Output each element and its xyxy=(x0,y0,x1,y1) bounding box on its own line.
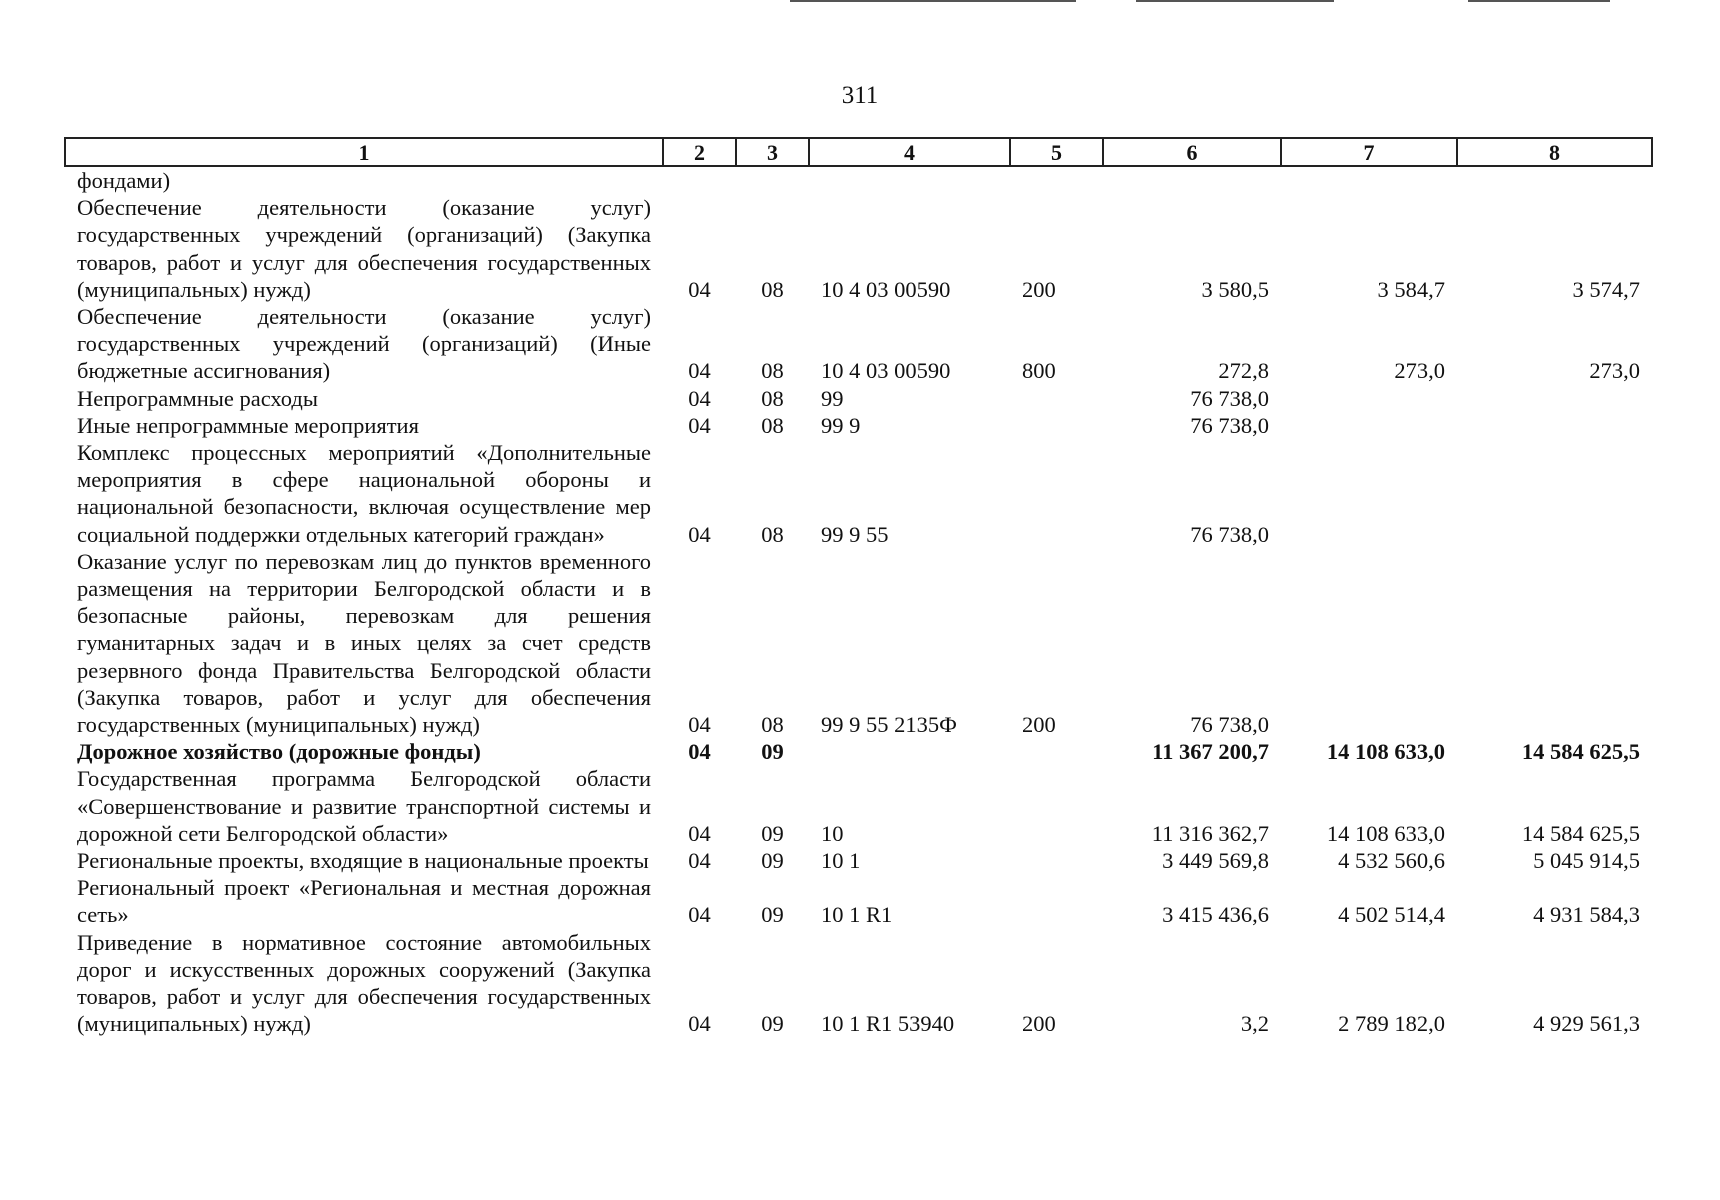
row-section: 04 xyxy=(688,739,711,765)
row-amount-3: 4 931 584,3 xyxy=(1533,902,1640,928)
row-amount-1: 3 580,5 xyxy=(1201,276,1269,302)
header-col-6: 6 xyxy=(1103,138,1281,166)
row-target-code xyxy=(809,738,1010,765)
row-target-code: 10 1 R1 xyxy=(821,902,893,928)
table-row xyxy=(65,166,1652,194)
row-name: Дорожное хозяйство (дорожные фонды) xyxy=(77,739,481,765)
row-amount-1 xyxy=(1103,166,1281,194)
row-subsection: 08 xyxy=(761,412,784,438)
row-subsection: 09 xyxy=(761,848,784,874)
row-section: 04 xyxy=(688,712,711,738)
row-target-code: 99 9 55 xyxy=(821,521,889,547)
row-amount-2 xyxy=(1281,385,1457,412)
row-amount-3: 5 045 914,5 xyxy=(1533,848,1640,874)
row-subsection: 09 xyxy=(761,1011,784,1037)
row-target-code: 99 9 55 2135Ф xyxy=(821,712,957,738)
row-section: 04 xyxy=(688,385,711,411)
row-section: 04 xyxy=(688,276,711,302)
row-section: 04 xyxy=(688,412,711,438)
row-amount-2: 14 108 633,0 xyxy=(1326,820,1445,846)
row-amount-1: 11 367 200,7 xyxy=(1152,739,1269,765)
row-section: 04 xyxy=(688,848,711,874)
row-amount-2 xyxy=(1281,439,1457,548)
row-amount-1: 272,8 xyxy=(1218,358,1269,384)
row-amount-3: 14 584 625,5 xyxy=(1521,820,1640,846)
row-subsection: 08 xyxy=(761,276,784,302)
row-expense-type xyxy=(1010,166,1103,194)
row-expense-type xyxy=(1010,847,1103,874)
table-row xyxy=(65,874,1652,928)
row-amount-1: 11 316 362,7 xyxy=(1151,820,1269,846)
row-target-code: 99 xyxy=(821,385,844,411)
row-expense-type: 200 xyxy=(1022,712,1056,738)
top-rule-3 xyxy=(1468,0,1610,2)
row-expense-type xyxy=(1010,385,1103,412)
header-col-3: 3 xyxy=(736,138,809,166)
row-expense-type: 200 xyxy=(1022,1011,1056,1037)
row-section: 04 xyxy=(688,358,711,384)
row-amount-2: 4 502 514,4 xyxy=(1338,902,1445,928)
row-amount-3 xyxy=(1457,412,1652,439)
row-amount-3: 14 584 625,5 xyxy=(1521,739,1640,765)
row-target-code: 10 4 03 00590 xyxy=(821,358,951,384)
table-row xyxy=(65,847,1652,874)
header-col-1: 1 xyxy=(65,138,663,166)
row-amount-3: 3 574,7 xyxy=(1572,276,1640,302)
row-subsection xyxy=(736,166,809,194)
row-target-code: 10 1 xyxy=(821,848,861,874)
row-name: Обеспечение деятельности (оказание услуг) государственных учреждений (организаций) (Закупка товаров, работ и услуг для обеспечения государственных (муниципальных) нужд) xyxy=(77,195,651,302)
row-subsection: 08 xyxy=(761,712,784,738)
row-amount-2: 4 532 560,6 xyxy=(1338,848,1445,874)
budget-table xyxy=(64,137,1653,1038)
row-amount-2: 2 789 182,0 xyxy=(1338,1011,1445,1037)
row-section: 04 xyxy=(688,1011,711,1037)
row-expense-type xyxy=(1010,439,1103,548)
table-row xyxy=(65,548,1652,738)
row-target-code: 10 4 03 00590 xyxy=(821,276,951,302)
row-name: фондами) xyxy=(77,168,171,193)
row-amount-1: 3 449 569,8 xyxy=(1162,848,1269,874)
header-col-7: 7 xyxy=(1281,138,1457,166)
row-amount-3 xyxy=(1457,385,1652,412)
row-amount-2 xyxy=(1281,548,1457,738)
row-amount-3 xyxy=(1457,548,1652,738)
row-expense-type: 200 xyxy=(1022,276,1056,302)
row-amount-3 xyxy=(1457,439,1652,548)
table-row xyxy=(65,929,1652,1038)
row-amount-3 xyxy=(1457,166,1652,194)
row-amount-1: 3,2 xyxy=(1240,1011,1269,1037)
row-amount-2: 273,0 xyxy=(1394,358,1445,384)
row-amount-1: 76 738,0 xyxy=(1190,385,1269,411)
row-expense-type xyxy=(1010,738,1103,765)
row-subsection: 09 xyxy=(761,902,784,928)
row-target-code xyxy=(809,166,1010,194)
row-name: Оказание услуг по перевозкам лиц до пунктов временного размещения на территории Белгородской области и в безопасные районы, перевозкам для решения гуманитарных задач и в иных целях за счет средств резервного фонда Правительства Белгородской области (Закупка товаров, работ и услуг для обеспечения государственных (муниципальных) нужд) xyxy=(77,548,651,738)
table-body xyxy=(65,166,1652,1038)
row-amount-1: 3 415 436,6 xyxy=(1162,902,1269,928)
row-section: 04 xyxy=(688,521,711,547)
row-name: Комплекс процессных мероприятий «Дополнительные мероприятия в сфере национальной обороны и национальной безопасности, включая осуществление мер социальной поддержки отдельных категорий граждан» xyxy=(77,440,651,547)
row-name: Региональные проекты, входящие в национальные проекты xyxy=(77,848,649,874)
page-number: 311 xyxy=(841,82,879,109)
row-expense-type xyxy=(1010,412,1103,439)
row-amount-2 xyxy=(1281,412,1457,439)
table-row xyxy=(65,412,1652,439)
row-amount-2: 14 108 633,0 xyxy=(1326,739,1445,765)
row-amount-2: 3 584,7 xyxy=(1377,276,1445,302)
row-subsection: 08 xyxy=(761,385,784,411)
row-name: Приведение в нормативное состояние автомобильных дорог и искусственных дорожных сооружений (Закупка товаров, работ и услуг для обеспечения государственных (муниципальных) нужд) xyxy=(77,929,651,1037)
row-subsection: 08 xyxy=(761,521,784,547)
row-amount-3: 4 929 561,3 xyxy=(1533,1011,1640,1037)
table-row xyxy=(65,385,1652,412)
top-rule-2 xyxy=(1136,0,1334,2)
header-col-5: 5 xyxy=(1010,138,1103,166)
table-row xyxy=(65,765,1652,847)
row-section xyxy=(663,166,736,194)
row-subsection: 09 xyxy=(761,739,784,765)
header-row xyxy=(65,138,1652,166)
header-col-2: 2 xyxy=(663,138,736,166)
table-row xyxy=(65,439,1652,548)
row-expense-type xyxy=(1010,765,1103,847)
row-name: Региональный проект «Региональная и местная дорожная сеть» xyxy=(77,875,651,928)
row-name: Государственная программа Белгородской области «Совершенствование и развитие транспортной системы и дорожной сети Белгородской области» xyxy=(77,766,651,846)
table-row xyxy=(65,194,1652,303)
row-amount-1: 76 738,0 xyxy=(1190,712,1269,738)
top-rule-1 xyxy=(790,0,1076,2)
row-target-code: 99 9 xyxy=(821,412,861,438)
row-name: Непрограммные расходы xyxy=(77,385,318,411)
header-col-4: 4 xyxy=(809,138,1010,166)
row-section: 04 xyxy=(688,902,711,928)
table-row xyxy=(65,303,1652,385)
row-target-code: 10 xyxy=(821,820,844,846)
table-row xyxy=(65,738,1652,765)
row-subsection: 09 xyxy=(761,820,784,846)
row-section: 04 xyxy=(688,820,711,846)
row-subsection: 08 xyxy=(761,358,784,384)
row-expense-type xyxy=(1010,874,1103,928)
row-amount-1: 76 738,0 xyxy=(1190,521,1269,547)
header-col-8: 8 xyxy=(1457,138,1652,166)
row-name: Иные непрограммные мероприятия xyxy=(77,412,419,438)
row-amount-1: 76 738,0 xyxy=(1190,412,1269,438)
row-expense-type: 800 xyxy=(1022,358,1056,384)
row-target-code: 10 1 R1 53940 xyxy=(821,1011,955,1037)
row-amount-3: 273,0 xyxy=(1589,358,1640,384)
row-name: Обеспечение деятельности (оказание услуг) государственных учреждений (организаций) (Иные бюджетные ассигнования) xyxy=(77,304,651,384)
row-amount-2 xyxy=(1281,166,1457,194)
